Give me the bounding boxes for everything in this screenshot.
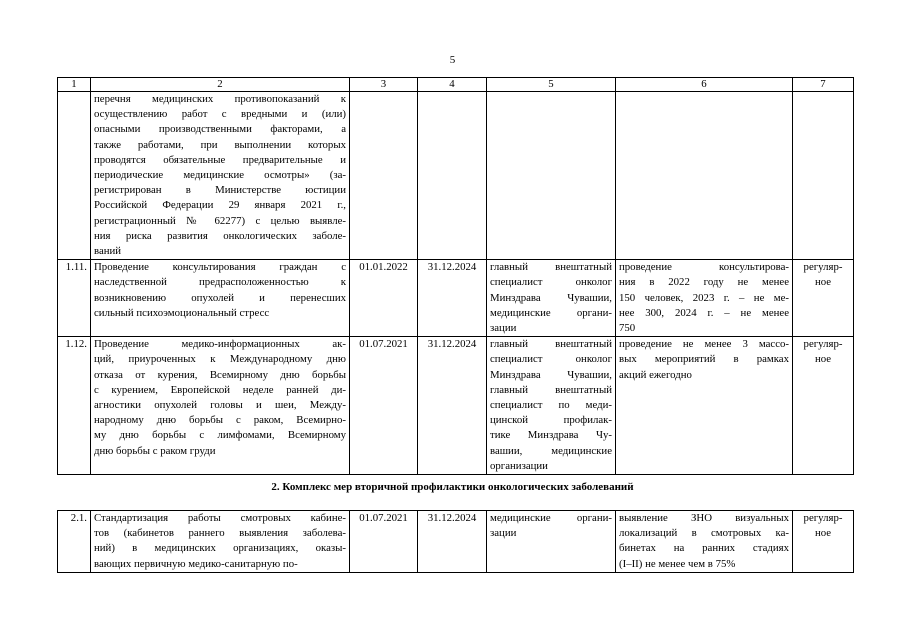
start-date: 01.07.2021 (350, 511, 418, 573)
expected-result (616, 337, 793, 475)
responsible-executors (487, 511, 616, 573)
start-date (350, 92, 418, 260)
header-cell: 7 (793, 78, 854, 92)
measure-description (91, 92, 350, 260)
description-line: Проведение консультирования граждан с (94, 261, 346, 274)
description-line: тов (кабинетов раннего выявления заболева- (94, 527, 346, 540)
description-line: народному дню борьбы с раком, Всемирно- (94, 414, 346, 427)
description-line: Стандартизация работы смотровых кабине- (94, 512, 346, 524)
table-row (58, 260, 854, 337)
responsible-line: зации (490, 322, 517, 335)
measures-table (57, 77, 854, 475)
header-cell: 4 (418, 78, 487, 92)
description-line: ний) в медицинских организациях, оказы- (94, 542, 346, 555)
item-number (58, 92, 91, 260)
measure-type (793, 92, 854, 260)
description-line: ния риска развития онкологических заболе- (94, 229, 346, 242)
header-cell: 6 (616, 78, 793, 92)
header-cell: 1 (58, 78, 91, 92)
start-date: 01.07.2021 (350, 337, 418, 475)
description-line: Российской Федерации 29 января 2021 г., (94, 199, 346, 212)
result-line: акций ежегодно (619, 368, 692, 381)
description-line: му дню борьбы с лимфомами, Всемирному (94, 429, 346, 442)
section-title: 2. Комплекс мер вторичной профилактики онкологических заболеваний (271, 481, 634, 493)
table-row (58, 92, 854, 260)
description-line: возникновению опухолей и перенесших (94, 291, 346, 304)
description-line: с курением, Европейской неделе ранней ди- (94, 383, 346, 396)
end-date: 31.12.2024 (418, 337, 487, 475)
end-date: 31.12.2024 (418, 511, 487, 573)
table-row (58, 337, 854, 475)
measure-type (793, 511, 854, 573)
result-line: (I–II) не менее чем в 75% (619, 557, 736, 570)
column-number-header (58, 78, 854, 92)
type-line: регуляр- (803, 512, 843, 524)
responsible-line: главный внештатный (490, 261, 612, 274)
responsible-executors (487, 92, 616, 260)
type-line: регуляр- (803, 338, 843, 351)
responsible-line: зации (490, 527, 517, 540)
result-line: ния в 2022 году не менее (619, 276, 789, 289)
description-line: сильный психоэмоциональный стресс (94, 306, 270, 319)
description-line: дню борьбы с раком груди (94, 444, 216, 457)
responsible-line: специалист онколог (490, 353, 612, 366)
header-cell: 2 (91, 78, 350, 92)
description-line: наследственной предрасположенностью к (94, 276, 346, 289)
end-date: 31.12.2024 (418, 260, 487, 337)
result-line: локализаций в смотровых ка- (619, 527, 789, 540)
page-number: 5 (449, 54, 456, 66)
description-line: агностики опухолей головы и шеи, Между- (94, 399, 346, 412)
responsible-line: медицинские органи- (490, 512, 612, 524)
table-row (58, 511, 854, 573)
responsible-line: медицинские органи- (490, 306, 612, 319)
responsible-line: главный внештатный (490, 383, 612, 396)
expected-result (616, 511, 793, 573)
result-line: бинетах на ранних стадиях (619, 542, 789, 555)
description-line: опасными производственными факторами, а (94, 123, 346, 136)
description-line: регистрирован в Министерстве юстиции (94, 184, 346, 197)
header-cell: 3 (350, 78, 418, 92)
description-line: проводятся обязательные предварительные и (94, 153, 346, 166)
responsible-line: организации (490, 459, 548, 472)
header-cell: 5 (487, 78, 616, 92)
result-line: 750 (619, 322, 636, 335)
description-line: регистрационный № 62277) с целью выявле- (94, 214, 346, 227)
type-line: ное (814, 276, 832, 289)
responsible-line: специалист по меди- (490, 399, 612, 412)
responsible-executors (487, 337, 616, 475)
responsible-line: тике Минздрава Чу- (490, 429, 612, 442)
responsible-line: Минздрава Чувашии, (490, 368, 612, 381)
measure-description (91, 511, 350, 573)
item-number: 2.1. (58, 511, 91, 573)
description-line: ваний (94, 245, 122, 258)
responsible-line: Минздрава Чувашии, (490, 291, 612, 304)
description-line: перечня медицинских противопоказаний к (94, 93, 346, 105)
start-date: 01.01.2022 (350, 260, 418, 337)
result-line: выявление ЗНО визуальных (619, 512, 789, 524)
description-line: вающих первичную медико-санитарную по- (94, 557, 298, 570)
result-line: нее 300, 2024 г. – не менее (619, 306, 789, 319)
responsible-line: вашии, медицинские (490, 444, 612, 457)
result-line: вых мероприятий в рамках (619, 353, 789, 366)
end-date (418, 92, 487, 260)
result-line: проведение не менее 3 массо- (619, 338, 789, 351)
description-line: отказа от курения, Всемирному дню борьбы (94, 368, 346, 381)
item-number: 1.11. (58, 260, 91, 337)
expected-result (616, 92, 793, 260)
description-line: также работами, при выполнении которых (94, 138, 346, 151)
type-line: регуляр- (803, 261, 843, 274)
expected-result (616, 260, 793, 337)
responsible-line: цинской профилак- (490, 414, 612, 427)
measure-type (793, 260, 854, 337)
responsible-line: специалист онколог (490, 276, 612, 289)
type-line: ное (814, 353, 832, 366)
result-line: 150 человек, 2023 г. – не ме- (619, 291, 789, 304)
description-line: ций, приуроченных к Международному дню (94, 353, 346, 366)
measure-type (793, 337, 854, 475)
secondary-prevention-table (57, 510, 854, 573)
description-line: периодические медицинские осмотры» (за- (94, 169, 346, 182)
description-line: осуществлению работ с вредными и (или) (94, 108, 346, 121)
result-line: проведение консультирова- (619, 261, 789, 274)
responsible-executors (487, 260, 616, 337)
measure-description (91, 260, 350, 337)
item-number: 1.12. (58, 337, 91, 475)
type-line: ное (814, 527, 832, 540)
responsible-line: главный внештатный (490, 338, 612, 351)
description-line: Проведение медико-информационных ак- (94, 338, 346, 351)
measure-description (91, 337, 350, 475)
